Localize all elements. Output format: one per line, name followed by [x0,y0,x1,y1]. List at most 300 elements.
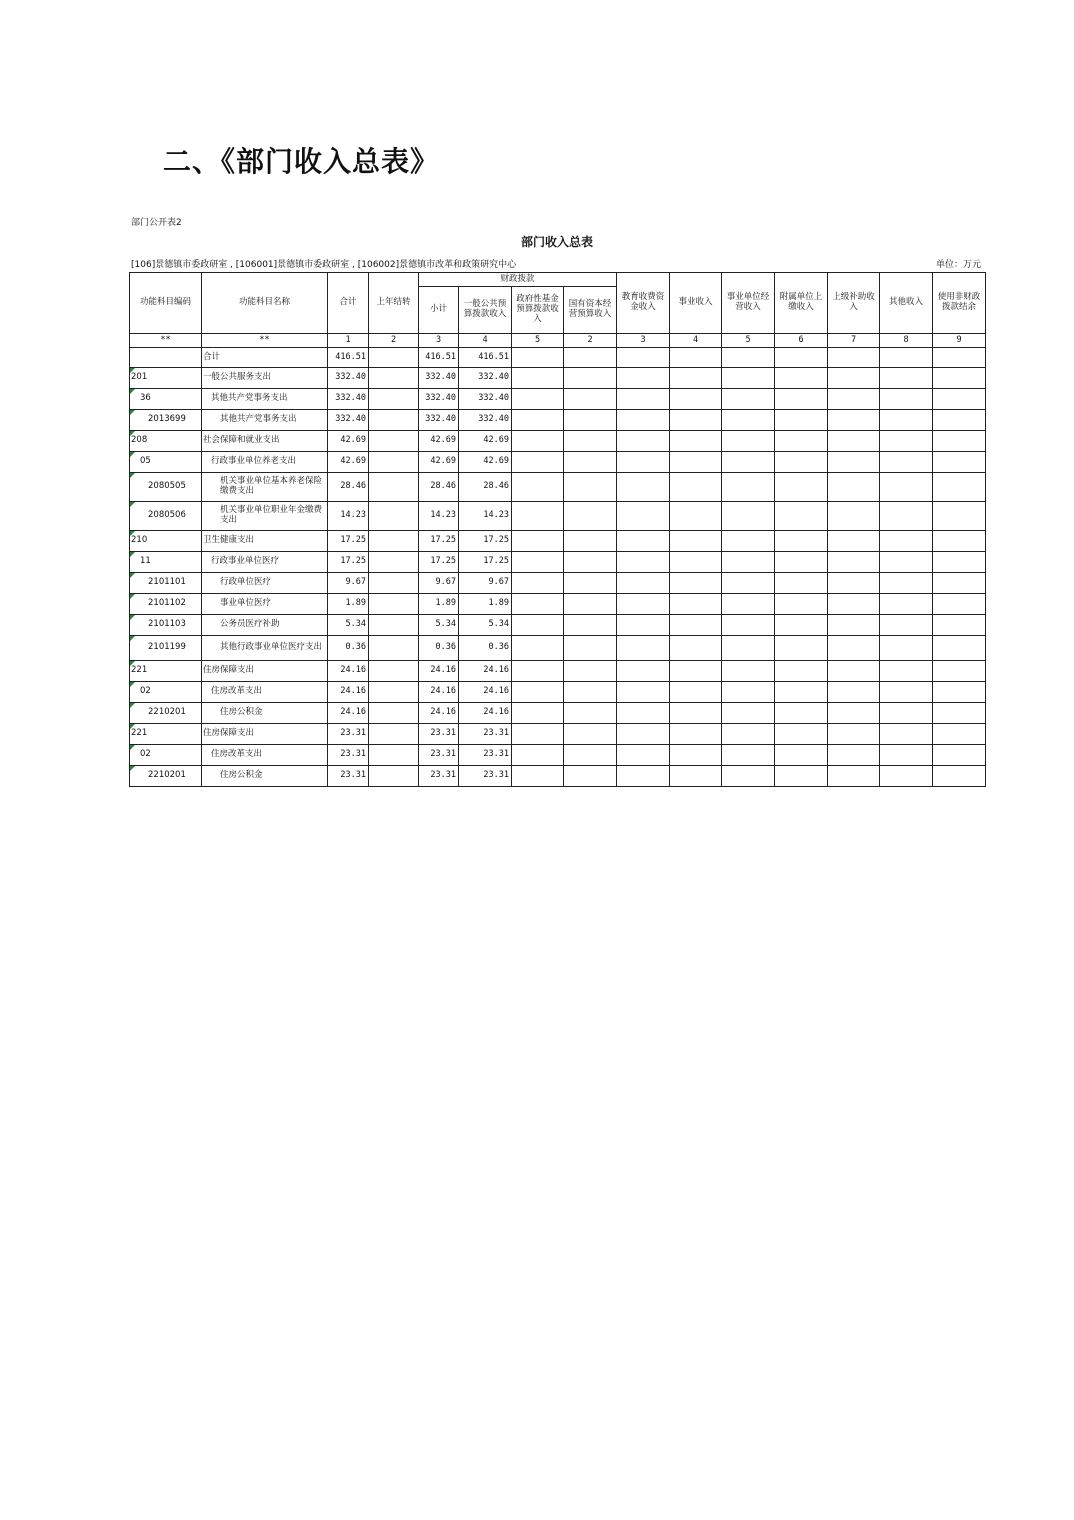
row-name: 机关事业单位基本养老保险缴费支出 [202,473,328,502]
row-empty-cell [775,502,828,531]
header-gov-fund: 政府性基金预算拨款收入 [512,287,564,334]
row-code: 2210201 [130,766,202,787]
row-total: 23.31 [328,745,369,766]
row-empty-cell [617,410,670,431]
row-empty-cell [933,389,986,410]
row-empty-cell [828,368,880,389]
row-code: 221 [130,724,202,745]
row-subtotal: 9.67 [419,573,459,594]
table-row [130,348,986,368]
row-empty-cell [828,410,880,431]
row-carryover [369,531,419,552]
table-row [130,724,986,745]
row-code: 36 [130,389,202,410]
row-name: 行政事业单位医疗 [202,552,328,573]
row-general-budget: 14.23 [459,502,512,531]
row-total: 42.69 [328,452,369,473]
row-empty-cell [880,473,933,502]
row-name: 公务员医疗补助 [202,615,328,636]
row-name: 事业单位医疗 [202,594,328,615]
row-code: 210 [130,531,202,552]
table-row [130,615,986,636]
row-empty-cell [564,594,617,615]
row-empty-cell [933,661,986,682]
row-empty-cell [722,636,775,661]
row-empty-cell [828,552,880,573]
row-empty-cell [564,766,617,787]
row-empty-cell [933,452,986,473]
row-empty-cell [670,682,722,703]
row-code: 2013699 [130,410,202,431]
row-empty-cell [880,682,933,703]
row-empty-cell [722,368,775,389]
index-cell: 4 [459,334,512,348]
row-general-budget: 42.69 [459,452,512,473]
row-general-budget: 23.31 [459,724,512,745]
row-empty-cell [670,389,722,410]
row-code: 2101101 [130,573,202,594]
row-subtotal: 42.69 [419,452,459,473]
row-empty-cell [617,368,670,389]
row-empty-cell [617,452,670,473]
row-empty-cell [880,552,933,573]
row-empty-cell [880,615,933,636]
row-name: 行政事业单位养老支出 [202,452,328,473]
row-empty-cell [933,682,986,703]
header-subsidy-income: 上级补助收入 [828,273,880,334]
table-title: 部门收入总表 [520,235,593,249]
row-empty-cell [670,573,722,594]
row-empty-cell [512,682,564,703]
row-empty-cell [564,552,617,573]
unit-label: 单位：万元 [936,260,982,270]
row-empty-cell [775,368,828,389]
row-empty-cell [775,661,828,682]
row-empty-cell [775,724,828,745]
row-empty-cell [512,431,564,452]
row-total: 416.51 [328,348,369,368]
table-row [130,531,986,552]
row-code: 05 [130,452,202,473]
row-empty-cell [670,452,722,473]
row-carryover [369,552,419,573]
row-subtotal: 416.51 [419,348,459,368]
row-general-budget: 23.31 [459,745,512,766]
index-cell: 4 [670,334,722,348]
row-empty-cell [617,531,670,552]
row-name: 住房改革支出 [202,682,328,703]
row-empty-cell [880,661,933,682]
row-name: 其他共产党事务支出 [202,389,328,410]
index-cell: 3 [617,334,670,348]
header-name: 功能科目名称 [202,273,328,334]
row-empty-cell [880,766,933,787]
row-name: 住房保障支出 [202,661,328,682]
row-empty-cell [512,594,564,615]
row-empty-cell [775,745,828,766]
row-general-budget: 332.40 [459,410,512,431]
row-empty-cell [722,410,775,431]
header-total: 合计 [328,273,369,334]
row-empty-cell [670,661,722,682]
row-carryover [369,348,419,368]
row-empty-cell [880,368,933,389]
row-empty-cell [512,389,564,410]
row-carryover [369,368,419,389]
row-empty-cell [617,473,670,502]
row-carryover [369,473,419,502]
row-subtotal: 28.46 [419,473,459,502]
header-fiscal-group: 财政拨款 [419,273,617,287]
row-empty-cell [564,410,617,431]
row-empty-cell [617,766,670,787]
row-name: 卫生健康支出 [202,531,328,552]
row-name: 住房保障支出 [202,724,328,745]
row-general-budget: 24.16 [459,703,512,724]
row-empty-cell [670,615,722,636]
row-carryover [369,410,419,431]
row-code: 2080506 [130,502,202,531]
row-empty-cell [564,389,617,410]
row-empty-cell [617,431,670,452]
row-empty-cell [512,703,564,724]
table-row [130,368,986,389]
table-row [130,389,986,410]
row-general-budget: 17.25 [459,552,512,573]
row-empty-cell [775,389,828,410]
row-empty-cell [722,615,775,636]
row-empty-cell [775,636,828,661]
row-total: 23.31 [328,766,369,787]
row-empty-cell [775,410,828,431]
row-subtotal: 17.25 [419,531,459,552]
row-empty-cell [722,724,775,745]
row-empty-cell [564,661,617,682]
row-code: 201 [130,368,202,389]
row-carryover [369,703,419,724]
row-empty-cell [828,636,880,661]
row-name: 住房公积金 [202,703,328,724]
row-total: 42.69 [328,431,369,452]
row-total: 332.40 [328,389,369,410]
row-empty-cell [880,724,933,745]
row-empty-cell [617,703,670,724]
index-cell: 5 [512,334,564,348]
row-empty-cell [933,410,986,431]
row-empty-cell [512,410,564,431]
row-empty-cell [828,431,880,452]
row-empty-cell [564,703,617,724]
row-subtotal: 332.40 [419,368,459,389]
row-code: 02 [130,745,202,766]
row-subtotal: 332.40 [419,410,459,431]
row-name: 其他共产党事务支出 [202,410,328,431]
row-subtotal: 23.31 [419,724,459,745]
row-code: 2101103 [130,615,202,636]
row-carryover [369,502,419,531]
row-carryover [369,661,419,682]
table-row [130,703,986,724]
row-empty-cell [828,573,880,594]
row-empty-cell [880,410,933,431]
table-row [130,682,986,703]
table-row [130,431,986,452]
header-affiliated-income: 附属单位上缴收入 [775,273,828,334]
row-empty-cell [828,473,880,502]
row-empty-cell [512,661,564,682]
row-empty-cell [722,389,775,410]
row-empty-cell [512,724,564,745]
row-name: 一般公共服务支出 [202,368,328,389]
table-row [130,594,986,615]
row-empty-cell [564,724,617,745]
row-empty-cell [933,573,986,594]
row-code: 11 [130,552,202,573]
row-carryover [369,636,419,661]
row-empty-cell [828,682,880,703]
header-state-capital: 国有资本经营预算收入 [564,287,617,334]
index-cell: 8 [880,334,933,348]
row-empty-cell [617,615,670,636]
row-empty-cell [775,594,828,615]
index-cell: 2 [369,334,419,348]
row-general-budget: 416.51 [459,348,512,368]
row-empty-cell [722,703,775,724]
row-empty-cell [617,594,670,615]
header-non-fiscal-balance: 使用非财政拨款结余 [933,273,986,334]
row-subtotal: 17.25 [419,552,459,573]
row-name: 合计 [202,348,328,368]
row-empty-cell [933,594,986,615]
row-carryover [369,389,419,410]
row-empty-cell [880,389,933,410]
row-general-budget: 24.16 [459,661,512,682]
table-row [130,745,986,766]
row-empty-cell [617,552,670,573]
row-empty-cell [722,348,775,368]
row-general-budget: 28.46 [459,473,512,502]
row-carryover [369,594,419,615]
row-total: 332.40 [328,410,369,431]
row-total: 1.89 [328,594,369,615]
table-row [130,473,986,502]
row-subtotal: 24.16 [419,703,459,724]
header-code: 功能科目编码 [130,273,202,334]
row-carryover [369,431,419,452]
row-empty-cell [670,594,722,615]
row-empty-cell [512,552,564,573]
row-code: 2101199 [130,636,202,661]
header-subtotal: 小计 [419,287,459,334]
row-empty-cell [564,502,617,531]
row-empty-cell [880,636,933,661]
row-general-budget: 332.40 [459,368,512,389]
row-empty-cell [564,452,617,473]
table-row [130,552,986,573]
index-cell: 7 [828,334,880,348]
table-row [130,502,986,531]
index-cell: 5 [722,334,775,348]
row-empty-cell [722,573,775,594]
row-empty-cell [933,636,986,661]
row-empty-cell [722,531,775,552]
row-empty-cell [617,724,670,745]
row-empty-cell [670,410,722,431]
row-total: 24.16 [328,661,369,682]
row-empty-cell [775,473,828,502]
row-carryover [369,573,419,594]
row-empty-cell [512,348,564,368]
row-code [130,348,202,368]
row-empty-cell [670,552,722,573]
table-row [130,573,986,594]
row-carryover [369,452,419,473]
row-total: 9.67 [328,573,369,594]
header-operating-income: 事业单位经营收入 [722,273,775,334]
row-empty-cell [775,615,828,636]
row-general-budget: 23.31 [459,766,512,787]
row-empty-cell [512,573,564,594]
index-cell: 9 [933,334,986,348]
row-empty-cell [670,636,722,661]
row-name: 其他行政事业单位医疗支出 [202,636,328,661]
row-empty-cell [880,594,933,615]
form-number: 部门公开表2 [131,218,182,228]
table-row [130,661,986,682]
row-empty-cell [933,724,986,745]
row-empty-cell [564,431,617,452]
row-empty-cell [670,531,722,552]
row-code: 2080505 [130,473,202,502]
row-empty-cell [933,431,986,452]
row-general-budget: 42.69 [459,431,512,452]
header-other-income: 其他收入 [880,273,933,334]
income-summary-table [129,272,986,787]
row-empty-cell [564,636,617,661]
row-code: 208 [130,431,202,452]
table-row [130,410,986,431]
row-carryover [369,682,419,703]
row-empty-cell [617,348,670,368]
row-empty-cell [564,348,617,368]
row-empty-cell [512,502,564,531]
row-general-budget: 332.40 [459,389,512,410]
row-total: 5.34 [328,615,369,636]
row-general-budget: 5.34 [459,615,512,636]
row-code: 221 [130,661,202,682]
row-empty-cell [828,724,880,745]
row-empty-cell [564,682,617,703]
header-business-income: 事业收入 [670,273,722,334]
row-empty-cell [880,502,933,531]
row-empty-cell [564,745,617,766]
row-empty-cell [564,473,617,502]
row-empty-cell [722,766,775,787]
row-empty-cell [617,573,670,594]
table-row [130,766,986,787]
row-empty-cell [722,745,775,766]
row-empty-cell [722,452,775,473]
row-general-budget: 24.16 [459,682,512,703]
row-empty-cell [670,473,722,502]
row-carryover [369,766,419,787]
row-empty-cell [512,452,564,473]
row-name: 社会保障和就业支出 [202,431,328,452]
row-name: 机关事业单位职业年金缴费支出 [202,502,328,531]
row-general-budget: 0.36 [459,636,512,661]
row-name: 行政单位医疗 [202,573,328,594]
index-cell: 2 [564,334,617,348]
row-empty-cell [722,502,775,531]
row-empty-cell [617,661,670,682]
index-cell: ** [130,334,202,348]
row-general-budget: 17.25 [459,531,512,552]
row-empty-cell [670,745,722,766]
row-empty-cell [775,431,828,452]
row-total: 24.16 [328,703,369,724]
table-row [130,452,986,473]
row-empty-cell [828,389,880,410]
index-cell: 1 [328,334,369,348]
row-name: 住房改革支出 [202,745,328,766]
row-empty-cell [512,636,564,661]
row-empty-cell [775,348,828,368]
row-total: 332.40 [328,368,369,389]
row-empty-cell [828,502,880,531]
row-empty-cell [512,473,564,502]
row-empty-cell [828,745,880,766]
row-empty-cell [512,531,564,552]
row-total: 23.31 [328,724,369,745]
row-subtotal: 42.69 [419,431,459,452]
row-total: 14.23 [328,502,369,531]
row-empty-cell [828,766,880,787]
row-empty-cell [722,661,775,682]
row-empty-cell [722,431,775,452]
index-row [130,334,986,348]
row-empty-cell [722,473,775,502]
row-empty-cell [564,573,617,594]
row-empty-cell [564,531,617,552]
row-total: 17.25 [328,531,369,552]
row-empty-cell [828,661,880,682]
row-empty-cell [828,703,880,724]
row-empty-cell [880,703,933,724]
row-empty-cell [828,348,880,368]
row-subtotal: 14.23 [419,502,459,531]
row-empty-cell [512,368,564,389]
row-empty-cell [933,368,986,389]
row-empty-cell [933,615,986,636]
unit-list: [106]景德镇市委政研室 , [106001]景德镇市委政研室 , [106002]景德镇市改革和政策研究中心 [131,260,517,270]
row-empty-cell [880,573,933,594]
row-name: 住房公积金 [202,766,328,787]
row-empty-cell [722,594,775,615]
row-code: 2210201 [130,703,202,724]
row-general-budget: 1.89 [459,594,512,615]
row-empty-cell [722,682,775,703]
row-empty-cell [670,703,722,724]
row-empty-cell [775,766,828,787]
row-empty-cell [775,452,828,473]
row-subtotal: 332.40 [419,389,459,410]
row-empty-cell [933,703,986,724]
page-heading: 二、《部门收入总表》 [163,145,440,178]
row-empty-cell [933,766,986,787]
row-empty-cell [933,531,986,552]
row-empty-cell [512,615,564,636]
table-row [130,636,986,661]
